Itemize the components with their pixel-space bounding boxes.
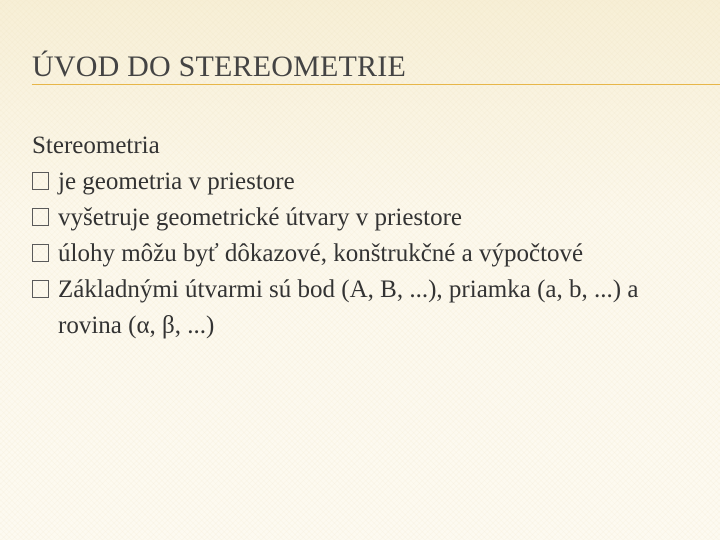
missing-glyph-box-icon: [32, 244, 49, 262]
bullet-item: [32, 200, 702, 236]
bullet-item: [32, 272, 702, 344]
title-underline: [32, 84, 720, 85]
missing-glyph-box-icon: [32, 172, 49, 190]
bullet-text: je geometria v priestore: [58, 168, 295, 195]
bullet-text: úlohy môžu byť dôkazové, konštrukčné a výpočtové: [58, 240, 584, 267]
content-heading: Stereometria: [32, 132, 160, 159]
slide-title: ÚVOD DO STEREOMETRIE: [32, 50, 406, 83]
bullet-item: [32, 164, 702, 200]
bullet-item: [32, 236, 702, 272]
missing-glyph-box-icon: [32, 208, 49, 226]
bullet-text: vyšetruje geometrické útvary v priestore: [58, 204, 463, 231]
missing-glyph-box-icon: [32, 280, 49, 298]
bullet-text: Základnými útvarmi sú bod (A, B, ...), priamka (a, b, ...) a rovina (α, β, ...): [58, 276, 639, 339]
slide-content: [32, 128, 702, 344]
